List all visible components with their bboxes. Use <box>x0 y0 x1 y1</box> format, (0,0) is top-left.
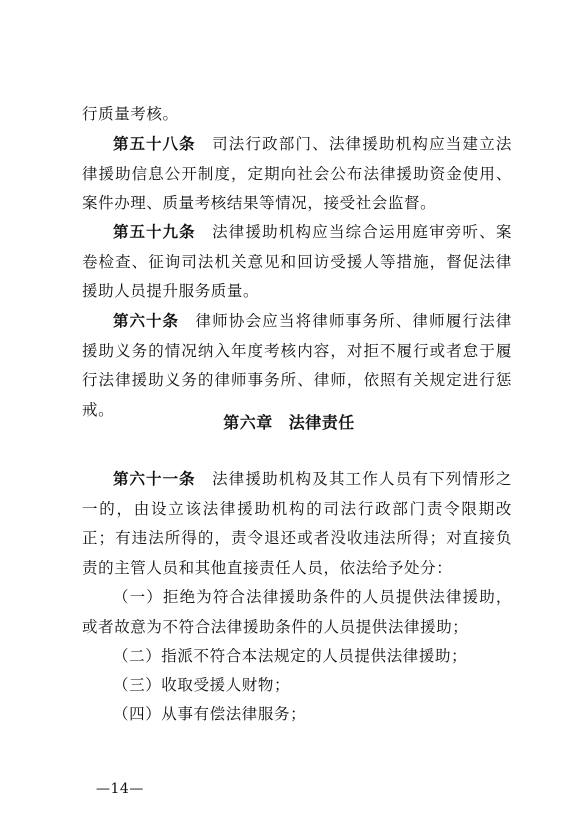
article-60 <box>82 307 512 425</box>
article-61-text: 法律援助机构及其工作人员有下列情形之一的，由设立该法律援助机构的司法行政部门责令限期改正；有违法所得的，责令退还或者没收违法所得；对直接负责的主管人员和其他直接责任人员，依法给予处分： <box>82 470 512 577</box>
page-number: —14— <box>96 781 144 797</box>
article-61-label: 第六十一条 <box>113 470 196 488</box>
article-60-label: 第六十条 <box>113 312 179 330</box>
article-61 <box>82 465 512 583</box>
article-58 <box>82 130 512 219</box>
list-item: （三）收取受援人财物； <box>113 676 291 694</box>
article-61-item-4 <box>82 700 512 730</box>
chapter-number: 第六章 <box>223 413 273 432</box>
article-60-text: 律师协会应当将律师事务所、律师履行法律援助义务的情况纳入年度考核内容，对拒不履行或者怠于履行法律援助义务的律师事务所、律师，依照有关规定进行惩戒。 <box>82 312 512 419</box>
list-item: （二）指派不符合本法规定的人员提供法律援助； <box>113 647 468 665</box>
article-61-item-1 <box>82 583 512 642</box>
article-61-item-3 <box>82 671 512 701</box>
chapter-heading <box>0 410 578 433</box>
list-item: （一）拒绝为符合法律援助条件的人员提供法律援助，或者故意为不符合法律援助条件的人员提供法律援助； <box>82 588 512 636</box>
continuation-line: 行质量考核。 <box>82 105 179 123</box>
article-58-text: 司法行政部门、法律援助机构应当建立法律援助信息公开制度，定期向社会公布法律援助资金使用、案件办理、质量考核结果等情况，接受社会监督。 <box>82 135 512 212</box>
article-58-label: 第五十八条 <box>113 135 196 153</box>
list-item: （四）从事有偿法律服务； <box>113 705 307 723</box>
article-59-text: 法律援助机构应当综合运用庭审旁听、案卷检查、征询司法机关意见和回访受援人等措施，督促法律援助人员提升服务质量。 <box>82 223 512 300</box>
article-59 <box>82 218 512 307</box>
continuation-text <box>82 100 512 130</box>
article-59-label: 第五十九条 <box>113 223 196 241</box>
chapter-title: 法律责任 <box>288 413 355 432</box>
article-61-item-2 <box>82 642 512 672</box>
